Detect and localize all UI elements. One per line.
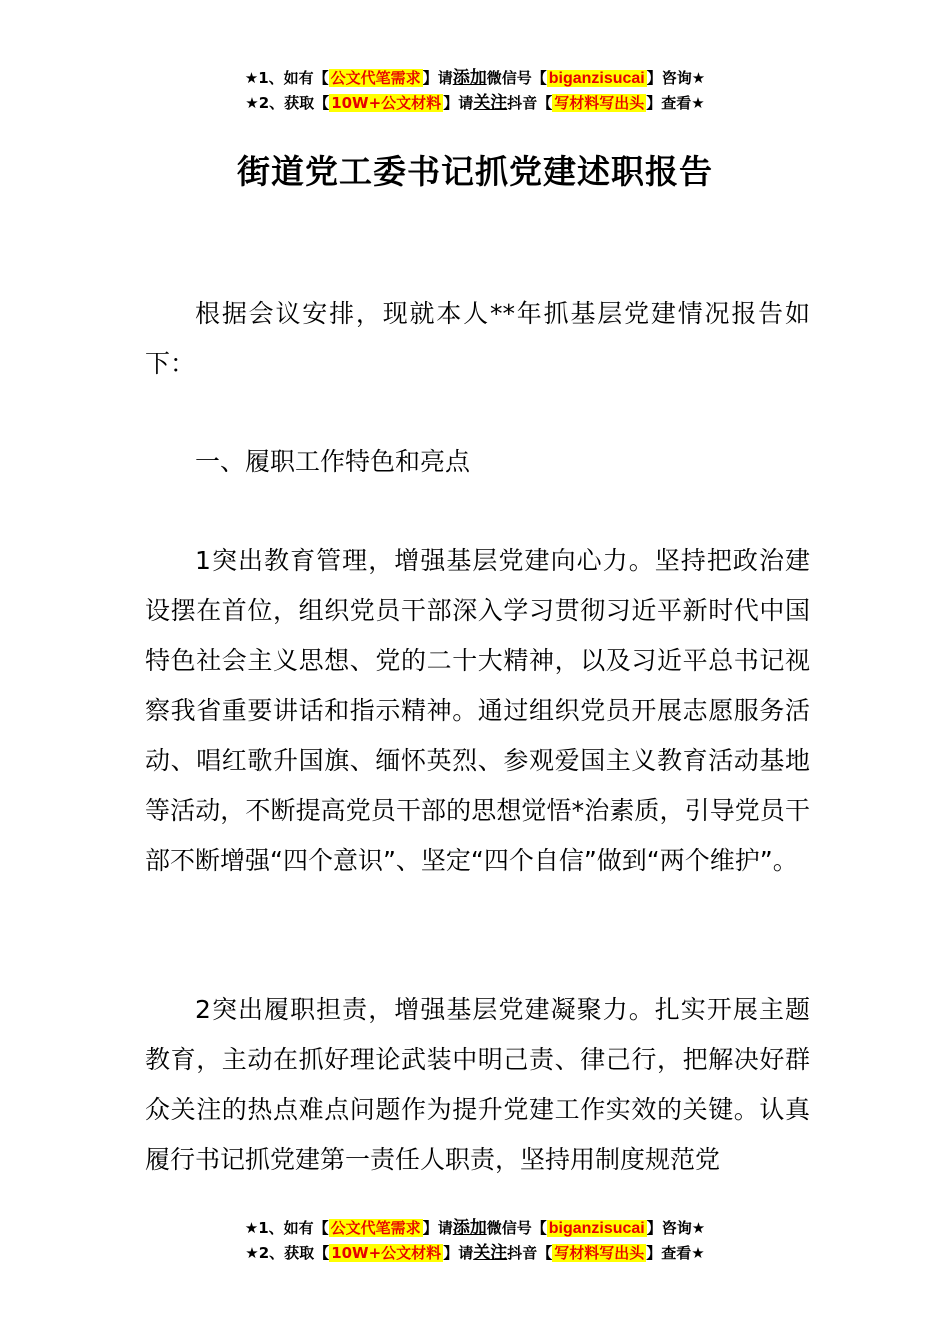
promo-text: 】请 <box>443 1244 474 1262</box>
highlight-materials: 10W+公文材料 <box>331 1244 442 1262</box>
body-paragraph-1 <box>145 536 810 886</box>
promo-text: 】请 <box>422 1219 453 1237</box>
highlight-douyin: 写材料写出头 <box>554 94 645 112</box>
promo-text: 】请 <box>443 94 474 112</box>
promo-text: 微信号【 <box>486 69 547 87</box>
promo-text: ★2、获取【 <box>245 94 330 112</box>
promo-emphasis: 添加 <box>452 68 487 88</box>
promo-emphasis: 添加 <box>452 1218 487 1238</box>
promo-text: ★1、如有【 <box>244 69 329 87</box>
promo-emphasis: 关注 <box>473 93 508 113</box>
promo-text: 】请 <box>422 69 453 87</box>
promo-text: 】咨询★ <box>646 1219 706 1237</box>
body-paragraph-2 <box>145 985 810 1185</box>
promo-text: 抖音【 <box>507 1244 553 1262</box>
highlight-wechat-id: biganzisucai <box>548 70 645 87</box>
promo-text: ★2、获取【 <box>245 1244 330 1262</box>
highlight-service: 公文代笔需求 <box>330 69 421 87</box>
paragraph-text: 2突出履职担责，增强基层党建凝聚力。扎实开展主题教育，主动在抓好理论武装中明己责、律己行，把解决好群众关注的热点难点问题作为提升党建工作实效的关键。认真履行书记抓党建第一责任人职责，坚持用制度规范党 <box>145 995 810 1174</box>
promo-line-2 <box>0 1241 950 1265</box>
section-heading-text: 一、履职工作特色和亮点 <box>195 447 471 476</box>
promo-text: 微信号【 <box>486 1219 547 1237</box>
promo-text: 抖音【 <box>507 94 553 112</box>
promo-text: ★1、如有【 <box>244 1219 329 1237</box>
intro-text: 根据会议安排，现就本人**年抓基层党建情况报告如下： <box>145 299 810 378</box>
paragraph-text: 1突出教育管理，增强基层党建向心力。坚持把政治建设摆在首位，组织党员干部深入学习贯彻习近平新时代中国特色社会主义思想、党的二十大精神，以及习近平总书记视察我省重要讲话和指示精神。通过组织党员开展志愿服务活动、唱红歌升国旗、缅怀英烈、参观爱国主义教育活动基地等活动，不断提高党员干部的思想觉悟*治素质，引导党员干部不断增强“四个意识”、坚定“四个自信”做到“两个维护”。 <box>145 546 810 875</box>
highlight-wechat-id: biganzisucai <box>548 1220 645 1237</box>
highlight-service: 公文代笔需求 <box>330 1219 421 1237</box>
promo-banner-top <box>0 66 950 115</box>
promo-line-1 <box>0 1216 950 1241</box>
section-heading <box>145 437 810 487</box>
highlight-douyin: 写材料写出头 <box>554 1244 645 1262</box>
promo-line-2 <box>0 91 950 115</box>
promo-text: 】查看★ <box>646 94 705 112</box>
promo-banner-bottom <box>0 1216 950 1265</box>
intro-paragraph <box>145 289 810 389</box>
promo-text: 】查看★ <box>646 1244 705 1262</box>
promo-emphasis: 关注 <box>473 1243 508 1263</box>
highlight-materials: 10W+公文材料 <box>331 94 442 112</box>
promo-line-1 <box>0 66 950 91</box>
document-title: 街道党工委书记抓党建述职报告 <box>237 152 713 191</box>
promo-text: 】咨询★ <box>646 69 706 87</box>
